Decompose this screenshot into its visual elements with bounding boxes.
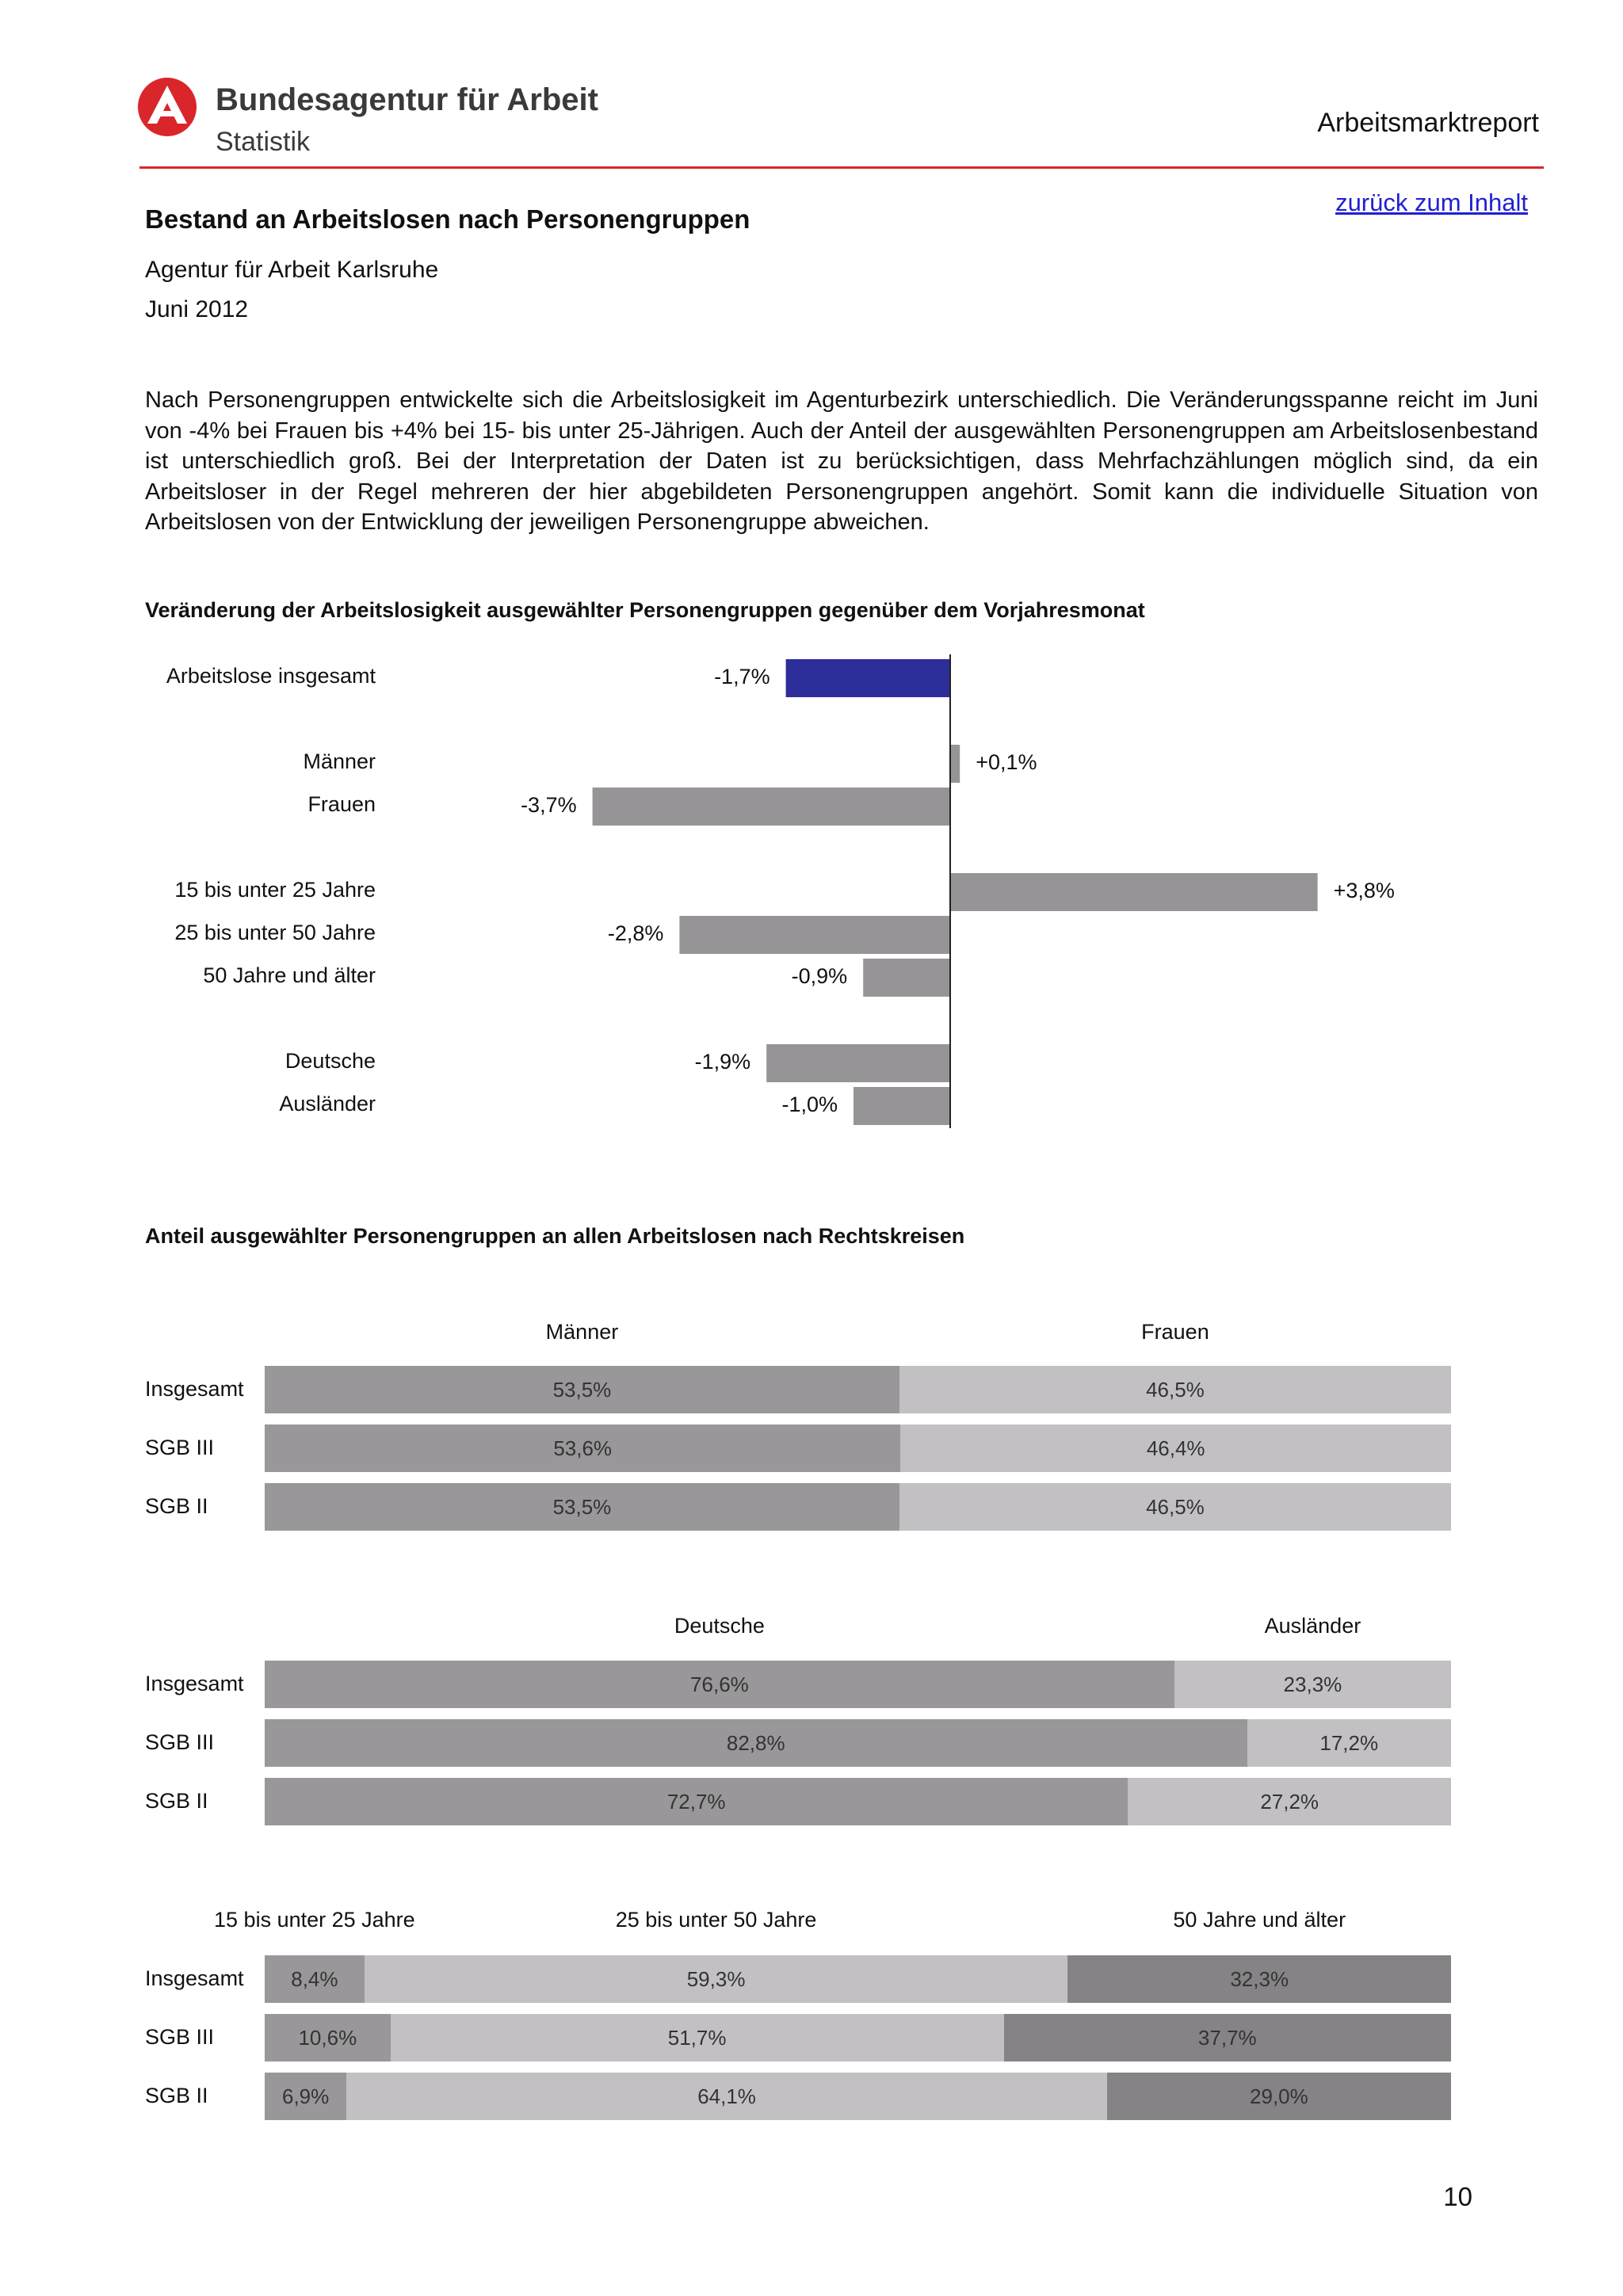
row-label: Insgesamt <box>145 1966 244 1990</box>
change-value-label: -1,7% <box>714 665 770 688</box>
series-header-label: Frauen <box>1141 1320 1209 1344</box>
page-number: 10 <box>1443 2182 1472 2211</box>
stacked-bar <box>265 1425 1451 1472</box>
agency-line: Agentur für Arbeit Karlsruhe <box>145 257 439 283</box>
stacked-segment: 8,4% <box>265 1955 365 2003</box>
stacked-bar <box>265 1955 1451 2003</box>
change-value-label: -0,9% <box>791 964 848 988</box>
brand-name: Bundesagentur für Arbeit <box>216 82 598 117</box>
back-to-contents-link[interactable]: zurück zum Inhalt <box>1335 189 1528 216</box>
stacked-segment: 32,3% <box>1067 1955 1451 2003</box>
change-category-label: Deutsche <box>285 1049 376 1073</box>
stacked-segment: 29,0% <box>1107 2073 1451 2120</box>
stacked-segment: 46,4% <box>900 1425 1451 1472</box>
stacked-segment: 46,5% <box>899 1483 1451 1531</box>
series-header-label: 50 Jahre und älter <box>1173 1908 1346 1932</box>
change-category-label: Arbeitslose insgesamt <box>166 664 376 688</box>
page-title: Bestand an Arbeitslosen nach Personengruppen <box>145 204 750 234</box>
stacked-bar <box>265 2014 1451 2061</box>
stacked-segment: 53,6% <box>265 1425 900 1472</box>
row-label: Insgesamt <box>145 1377 244 1401</box>
stacked-segment: 53,5% <box>265 1483 899 1531</box>
change-value-label: -3,7% <box>521 793 577 817</box>
row-label: SGB II <box>145 1789 208 1813</box>
change-category-label: Ausländer <box>279 1092 376 1116</box>
stacked-segment: 6,9% <box>265 2073 346 2120</box>
stacked-bar <box>265 1366 1451 1413</box>
stacked-bar <box>265 1483 1451 1531</box>
share-chart-title: Anteil ausgewählter Personengruppen an allen Arbeitslosen nach Rechtskreisen <box>145 1224 965 1248</box>
stacked-segment: 17,2% <box>1247 1719 1451 1767</box>
brand-subtitle: Statistik <box>216 127 311 157</box>
row-label: SGB II <box>145 1494 208 1518</box>
stacked-segment: 76,6% <box>265 1661 1174 1708</box>
row-label: SGB III <box>145 1436 215 1459</box>
row-label: Insgesamt <box>145 1672 244 1695</box>
change-category-label: 25 bis unter 50 Jahre <box>174 921 376 944</box>
change-value-label: -1,0% <box>781 1093 838 1116</box>
series-header-label: Deutsche <box>674 1614 765 1638</box>
stacked-bar <box>265 1778 1451 1825</box>
change-value-label: -1,9% <box>694 1050 751 1074</box>
change-category-label: 50 Jahre und älter <box>203 963 376 987</box>
change-value-label: +3,8% <box>1333 879 1395 902</box>
stacked-segment: 46,5% <box>899 1366 1451 1413</box>
series-header-label: Männer <box>545 1320 619 1344</box>
stacked-segment: 82,8% <box>265 1719 1247 1767</box>
row-label: SGB II <box>145 2084 208 2107</box>
change-category-label: 15 bis unter 25 Jahre <box>174 878 376 902</box>
stacked-bar <box>265 1661 1451 1708</box>
change-chart-title: Veränderung der Arbeitslosigkeit ausgewählter Personengruppen gegenüber dem Vorjahresmonat <box>145 598 1145 622</box>
stacked-segment: 53,5% <box>265 1366 899 1413</box>
stacked-segment: 10,6% <box>265 2014 391 2061</box>
row-label: SGB III <box>145 2025 215 2049</box>
stacked-bar <box>265 1719 1451 1767</box>
stacked-segment: 72,7% <box>265 1778 1128 1825</box>
stacked-segment: 37,7% <box>1004 2014 1451 2061</box>
series-header-label: Ausländer <box>1264 1614 1361 1638</box>
period-line: Juni 2012 <box>145 296 249 322</box>
stacked-bar <box>265 2073 1451 2120</box>
change-value-label: -2,8% <box>607 921 664 945</box>
intro-paragraph: Nach Personengruppen entwickelte sich die Arbeitslosigkeit im Agenturbezirk unterschiedlich. Die Veränderungsspanne reicht im Juni von -4% bei Frauen bis +4% bei 15- bis unter 25-Jährigen. Auch der Anteil der ausgewählten Personengruppen am Arbeitslosenbestand ist unterschiedlich groß. Bei der Interpretation der Daten ist zu berücksichtigen, dass Mehrfachzählungen möglich sind, da ein Arbeitsloser in der Regel mehreren der hier abgebildeten Personengruppen angehört. Somit kann die individuelle Situation von Arbeitslosen von der Entwicklung der jeweiligen Personengruppe abweichen. <box>145 387 1538 535</box>
change-category-label: Männer <box>303 749 376 773</box>
stacked-segment: 51,7% <box>391 2014 1004 2061</box>
stacked-segment: 23,3% <box>1174 1661 1451 1708</box>
report-name: Arbeitsmarktreport <box>1317 108 1539 138</box>
series-header-label: 25 bis unter 50 Jahre <box>615 1908 817 1932</box>
stacked-segment: 27,2% <box>1128 1778 1451 1825</box>
series-header-label: 15 bis unter 25 Jahre <box>214 1908 415 1932</box>
change-value-label: +0,1% <box>976 750 1037 774</box>
stacked-segment: 64,1% <box>346 2073 1107 2120</box>
row-label: SGB III <box>145 1730 215 1754</box>
change-category-label: Frauen <box>307 792 376 816</box>
stacked-segment: 59,3% <box>365 1955 1068 2003</box>
